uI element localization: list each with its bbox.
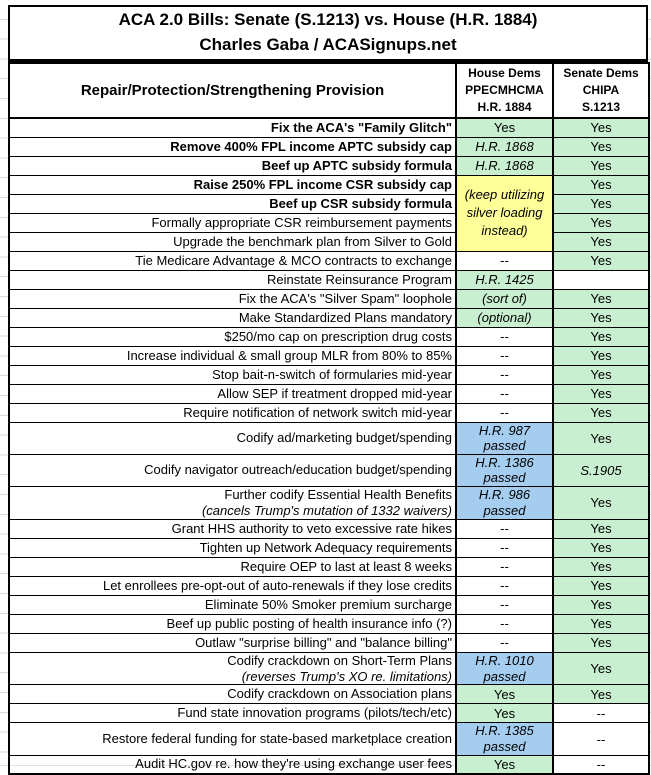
house-value: H.R. 1010 [475, 652, 534, 668]
table-row [9, 175, 649, 194]
house-value: -- [500, 348, 509, 364]
house-cell [456, 118, 553, 137]
house-value: H.R. 1385 [475, 723, 534, 739]
house-cell [456, 519, 553, 538]
senate-value: Yes [590, 367, 612, 383]
house-cell [456, 175, 553, 251]
senate-cell [553, 156, 649, 175]
house-value: Yes [493, 686, 516, 702]
provision-cell [9, 633, 456, 652]
senate-column-header [553, 63, 649, 118]
house-cell [456, 723, 553, 755]
provision-cell [9, 213, 456, 232]
provision-cell [9, 755, 456, 774]
house-cell [456, 270, 553, 289]
senate-value: Yes [590, 386, 612, 402]
senate-cell [553, 454, 649, 486]
table-row [9, 194, 649, 213]
provision-subtext: (cancels Trump's mutation of 1332 waivers) [201, 502, 452, 518]
table-row [9, 232, 649, 251]
senate-cell [553, 118, 649, 137]
table-row [9, 595, 649, 614]
table-row [9, 685, 649, 704]
provision-text: $250/mo cap on prescription drug costs [224, 328, 452, 344]
house-cell [456, 685, 553, 704]
house-cell [456, 308, 553, 327]
house-value-line2: passed [483, 470, 526, 486]
table-row [9, 365, 649, 384]
provision-text: Beef up public posting of health insurance info (?) [166, 615, 452, 631]
provision-cell [9, 137, 456, 156]
provision-cell [9, 723, 456, 755]
house-value-line2: passed [483, 739, 526, 754]
house-cell [456, 251, 553, 270]
provision-text: Tighten up Network Adequacy requirements [199, 539, 452, 555]
provision-cell [9, 422, 456, 454]
house-value: H.R. 1386 [475, 454, 534, 470]
house-cell [456, 454, 553, 486]
table-row [9, 384, 649, 403]
house-cell [456, 327, 553, 346]
senate-value: Yes [590, 540, 612, 556]
provision-text: Beef up CSR subsidy formula [269, 195, 452, 211]
provision-cell [9, 519, 456, 538]
provision-cell [9, 175, 456, 194]
house-header-line1: House Dems [468, 66, 541, 80]
provision-text: Restore federal funding for state-based marketplace creation [102, 731, 452, 747]
provision-text: Codify navigator outreach/education budget/spending [144, 462, 452, 478]
senate-cell [553, 633, 649, 652]
provision-cell [9, 251, 456, 270]
senate-value: Yes [590, 196, 612, 212]
senate-cell [553, 422, 649, 454]
house-value: Yes [493, 705, 516, 721]
senate-cell [553, 289, 649, 308]
house-header-line2: PPECMHCMA [465, 83, 544, 98]
table-title: ACA 2.0 Bills: Senate (S.1213) vs. House (H.R. 1884) [118, 10, 538, 30]
senate-value: Yes [590, 329, 612, 345]
house-value: -- [500, 540, 509, 556]
table-row [9, 213, 649, 232]
senate-cell [553, 213, 649, 232]
comparison-sheet [8, 5, 648, 775]
senate-header-line2: CHIPA [582, 83, 620, 98]
senate-cell [553, 704, 649, 723]
senate-value: Yes [590, 597, 612, 613]
table-row [9, 486, 649, 519]
senate-value: Yes [590, 348, 612, 364]
house-value: -- [500, 635, 509, 651]
house-value: -- [500, 521, 509, 537]
provision-subtext: (reverses Trump's XO re. limitations) [241, 668, 452, 684]
house-cell [456, 289, 553, 308]
table-row [9, 251, 649, 270]
provision-cell [9, 652, 456, 685]
table-body [9, 118, 649, 774]
provision-text: Grant HHS authority to veto excessive rate hikes [171, 520, 452, 536]
house-value: -- [500, 386, 509, 402]
senate-value: Yes [590, 521, 612, 537]
table-row [9, 289, 649, 308]
table-row [9, 327, 649, 346]
house-cell [456, 652, 553, 685]
house-value-line2: passed [483, 668, 526, 684]
senate-cell [553, 384, 649, 403]
house-header-line3: H.R. 1884 [477, 100, 532, 115]
senate-value: -- [596, 756, 606, 772]
provision-cell [9, 156, 456, 175]
table-row [9, 270, 649, 289]
house-cell [456, 365, 553, 384]
provision-text: Fund state innovation programs (pilots/tech/etc) [177, 705, 452, 721]
house-cell [456, 595, 553, 614]
house-value: -- [500, 597, 509, 613]
house-value: -- [500, 329, 509, 345]
provision-cell [9, 576, 456, 595]
house-value: H.R. 987 [478, 422, 531, 438]
table-row [9, 118, 649, 137]
provision-text: Allow SEP if treatment dropped mid-year [217, 385, 452, 401]
house-cell [456, 538, 553, 557]
house-value: -- [500, 616, 509, 632]
provision-text: Eliminate 50% Smoker premium surcharge [204, 596, 452, 612]
table-header [9, 63, 649, 118]
table-row [9, 614, 649, 633]
senate-cell [553, 270, 649, 289]
provision-text: Beef up APTC subsidy formula [261, 157, 452, 173]
house-value: H.R. 1868 [475, 158, 534, 174]
provision-text: Increase individual & small group MLR from 80% to 85% [126, 347, 452, 363]
table-row [9, 308, 649, 327]
senate-cell [553, 327, 649, 346]
house-value: -- [500, 405, 509, 421]
table-row [9, 403, 649, 422]
provision-text: Codify crackdown on Short-Term Plans [227, 652, 452, 668]
provision-cell [9, 538, 456, 557]
senate-cell [553, 723, 649, 755]
provision-text: Require OEP to last at least 8 weeks [240, 558, 452, 574]
house-value: (keep utilizing silver loading instead) [464, 186, 545, 239]
house-cell [456, 557, 553, 576]
senate-value: Yes [590, 139, 612, 155]
senate-cell [553, 614, 649, 633]
provision-text: Audit HC.gov re. how they're using exchange user fees [135, 756, 452, 772]
house-value: (optional) [477, 310, 532, 326]
provision-cell [9, 327, 456, 346]
senate-cell [553, 308, 649, 327]
house-value: -- [500, 367, 509, 383]
senate-cell [553, 232, 649, 251]
provision-cell [9, 289, 456, 308]
table-row [9, 422, 649, 454]
table-row [9, 346, 649, 365]
senate-cell [553, 175, 649, 194]
senate-cell [553, 652, 649, 685]
senate-value: Yes [590, 430, 612, 446]
provision-cell [9, 557, 456, 576]
table-row [9, 704, 649, 723]
table-row [9, 454, 649, 486]
header-row [9, 63, 649, 118]
table-row [9, 576, 649, 595]
provision-cell [9, 232, 456, 251]
house-cell [456, 576, 553, 595]
house-value: Yes [493, 756, 516, 772]
provision-cell [9, 194, 456, 213]
provision-text: Make Standardized Plans mandatory [238, 309, 452, 325]
senate-header-line1: Senate Dems [563, 66, 639, 80]
senate-value: Yes [590, 616, 612, 632]
senate-value: Yes [590, 661, 612, 677]
table-row [9, 557, 649, 576]
table-row [9, 633, 649, 652]
provision-cell [9, 118, 456, 137]
senate-value: Yes [590, 253, 612, 269]
house-cell [456, 614, 553, 633]
provision-cell [9, 486, 456, 519]
provision-cell [9, 614, 456, 633]
senate-cell [553, 685, 649, 704]
provision-cell [9, 384, 456, 403]
provision-cell [9, 704, 456, 723]
senate-value: -- [596, 705, 606, 721]
house-cell [456, 384, 553, 403]
provision-text: Raise 250% FPL income CSR subsidy cap [193, 176, 452, 192]
senate-cell [553, 403, 649, 422]
provision-text: Outlaw "surprise billing" and "balance billing" [195, 634, 452, 650]
comparison-table [8, 62, 650, 775]
senate-cell [553, 486, 649, 519]
provision-cell [9, 454, 456, 486]
senate-cell [553, 595, 649, 614]
senate-value: Yes [590, 291, 612, 307]
table-row [9, 519, 649, 538]
provision-cell [9, 365, 456, 384]
table-row [9, 723, 649, 755]
house-cell [456, 755, 553, 774]
house-value: -- [500, 578, 509, 594]
provision-text: Further codify Essential Health Benefits [224, 486, 452, 502]
provision-column-header: Repair/Protection/Strengthening Provision [9, 63, 456, 118]
senate-header-line3: S.1213 [581, 100, 621, 115]
house-value-line2: passed [483, 502, 526, 518]
senate-value: Yes [590, 559, 612, 575]
provision-text: Upgrade the benchmark plan from Silver to Gold [173, 233, 452, 249]
senate-cell [553, 137, 649, 156]
house-cell [456, 137, 553, 156]
house-cell [456, 422, 553, 454]
senate-cell [553, 346, 649, 365]
senate-value: Yes [590, 177, 612, 193]
provision-text: Tie Medicare Advantage & MCO contracts to exchange [135, 252, 452, 268]
house-value-line2: passed [483, 438, 526, 454]
spreadsheet-gridlines-left [0, 0, 8, 768]
provision-text: Formally appropriate CSR reimbursement payments [151, 214, 452, 230]
senate-value: Yes [590, 215, 612, 231]
senate-value: Yes [590, 158, 612, 174]
house-value: H.R. 1425 [475, 272, 534, 288]
house-value: Yes [493, 120, 516, 136]
table-subtitle: Charles Gaba / ACASignups.net [199, 35, 457, 54]
provision-text: Codify ad/marketing budget/spending [236, 430, 452, 446]
senate-cell [553, 194, 649, 213]
provision-text: Codify crackdown on Association plans [227, 686, 452, 702]
house-cell [456, 403, 553, 422]
provision-text: Reinstate Reinsurance Program [267, 271, 452, 287]
senate-cell [553, 538, 649, 557]
provision-text: Remove 400% FPL income APTC subsidy cap [170, 138, 452, 154]
table-title-block [8, 5, 648, 62]
senate-cell [553, 576, 649, 595]
senate-cell [553, 519, 649, 538]
provision-text: Fix the ACA's "Silver Spam" loophole [238, 290, 452, 306]
table-row [9, 755, 649, 774]
provision-text: Let enrollees pre-opt-out of auto-renewals if they lose credits [102, 577, 452, 593]
table-row [9, 652, 649, 685]
table-row [9, 538, 649, 557]
table-row [9, 137, 649, 156]
provision-cell [9, 595, 456, 614]
provision-text: Require notification of network switch mid-year [183, 404, 452, 420]
provision-cell [9, 685, 456, 704]
house-value: H.R. 1868 [475, 139, 534, 155]
senate-value: Yes [590, 310, 612, 326]
senate-value: S.1905 [580, 462, 622, 478]
senate-cell [553, 557, 649, 576]
house-cell [456, 346, 553, 365]
senate-value: Yes [590, 120, 612, 136]
provision-cell [9, 346, 456, 365]
provision-text: Stop bait-n-switch of formularies mid-year [212, 366, 452, 382]
senate-value: Yes [590, 234, 612, 250]
house-cell [456, 704, 553, 723]
senate-cell [553, 251, 649, 270]
provision-cell [9, 403, 456, 422]
senate-cell [553, 755, 649, 774]
provision-cell [9, 270, 456, 289]
senate-value: Yes [590, 495, 612, 511]
house-cell [456, 156, 553, 175]
house-value: H.R. 986 [478, 487, 531, 503]
house-cell [456, 633, 553, 652]
senate-value: Yes [590, 405, 612, 421]
house-value: -- [500, 253, 509, 269]
house-column-header [456, 63, 553, 118]
table-row [9, 156, 649, 175]
senate-value: Yes [590, 686, 612, 702]
senate-value: Yes [590, 635, 612, 651]
house-cell [456, 486, 553, 519]
senate-cell [553, 365, 649, 384]
house-value: (sort of) [482, 291, 527, 307]
senate-value: Yes [590, 578, 612, 594]
provision-text: Fix the ACA's "Family Glitch" [270, 119, 452, 135]
house-value: -- [500, 559, 509, 575]
senate-value: -- [596, 731, 606, 747]
provision-cell [9, 308, 456, 327]
